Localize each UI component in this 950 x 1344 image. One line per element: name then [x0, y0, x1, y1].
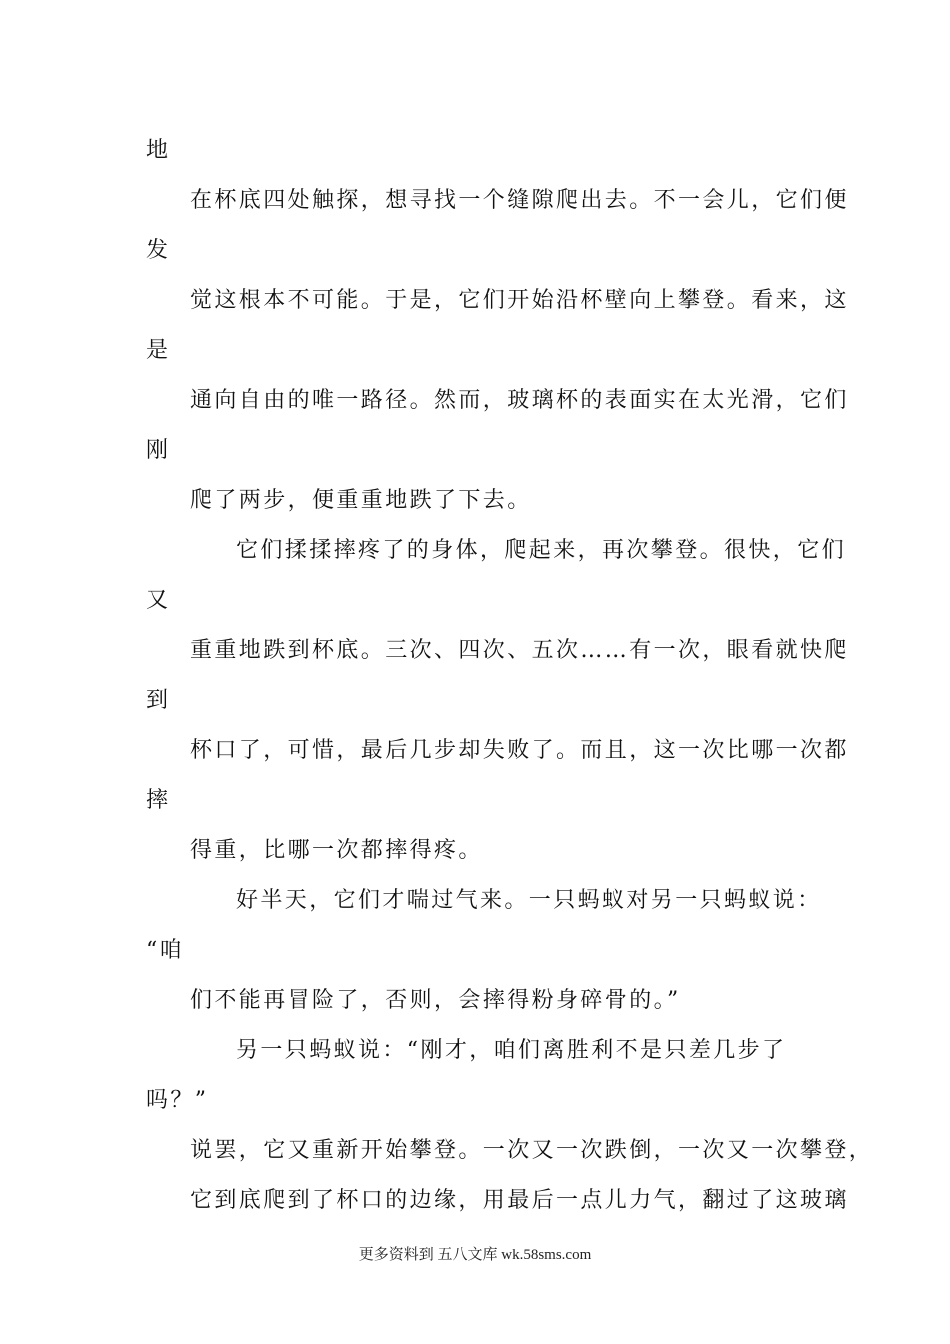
text-line: 它到底爬到了杯口的边缘，用最后一点儿力气，翻过了这玻璃: [190, 1188, 849, 1213]
page-footer: 更多资料到 五八文库 wk.58sms.com: [358, 1247, 592, 1263]
text-line: 爬了两步，便重重地跌了下去。: [190, 488, 532, 513]
text-line: 得重，比哪一次都摔得疼。: [190, 838, 483, 863]
text-line: 是: [146, 338, 171, 363]
text-line: 到: [146, 688, 171, 713]
text-line: 摔: [146, 788, 171, 813]
paragraph-start-line: 它们揉揉摔疼了的身体，爬起来，再次攀登。很快，它们: [236, 538, 847, 563]
text-line: 杯口了，可惜，最后几步却失败了。而且，这一次比哪一次都: [190, 738, 849, 763]
text-line: 觉这根本不可能。于是，它们开始沿杯壁向上攀登。看来，这: [190, 288, 849, 313]
text-line: 通向自由的唯一路径。然而，玻璃杯的表面实在太光滑，它们: [190, 388, 849, 413]
paragraph-start-line: 好半天，它们才喘过气来。一只蚂蚁对另一只蚂蚁说：: [236, 888, 822, 913]
text-line: 说罢，它又重新开始攀登。一次又一次跌倒，一次又一次攀登，: [190, 1138, 874, 1163]
text-line: 地: [146, 138, 171, 163]
paragraph-start-line: 另一只蚂蚁说：“刚才，咱们离胜利不是只差几步了: [236, 1038, 787, 1063]
text-line: “咱: [146, 938, 185, 963]
text-line: 发: [146, 238, 171, 263]
text-line: 吗？”: [146, 1088, 209, 1113]
text-line: 刚: [146, 438, 171, 463]
text-line: 又: [146, 588, 171, 613]
text-line: 重重地跌到杯底。三次、四次、五次……有一次，眼看就快爬: [190, 638, 849, 663]
text-line: 在杯底四处触探，想寻找一个缝隙爬出去。不一会儿，它们便: [190, 188, 849, 213]
text-line: 们不能再冒险了，否则，会摔得粉身碎骨的。”: [190, 988, 681, 1013]
